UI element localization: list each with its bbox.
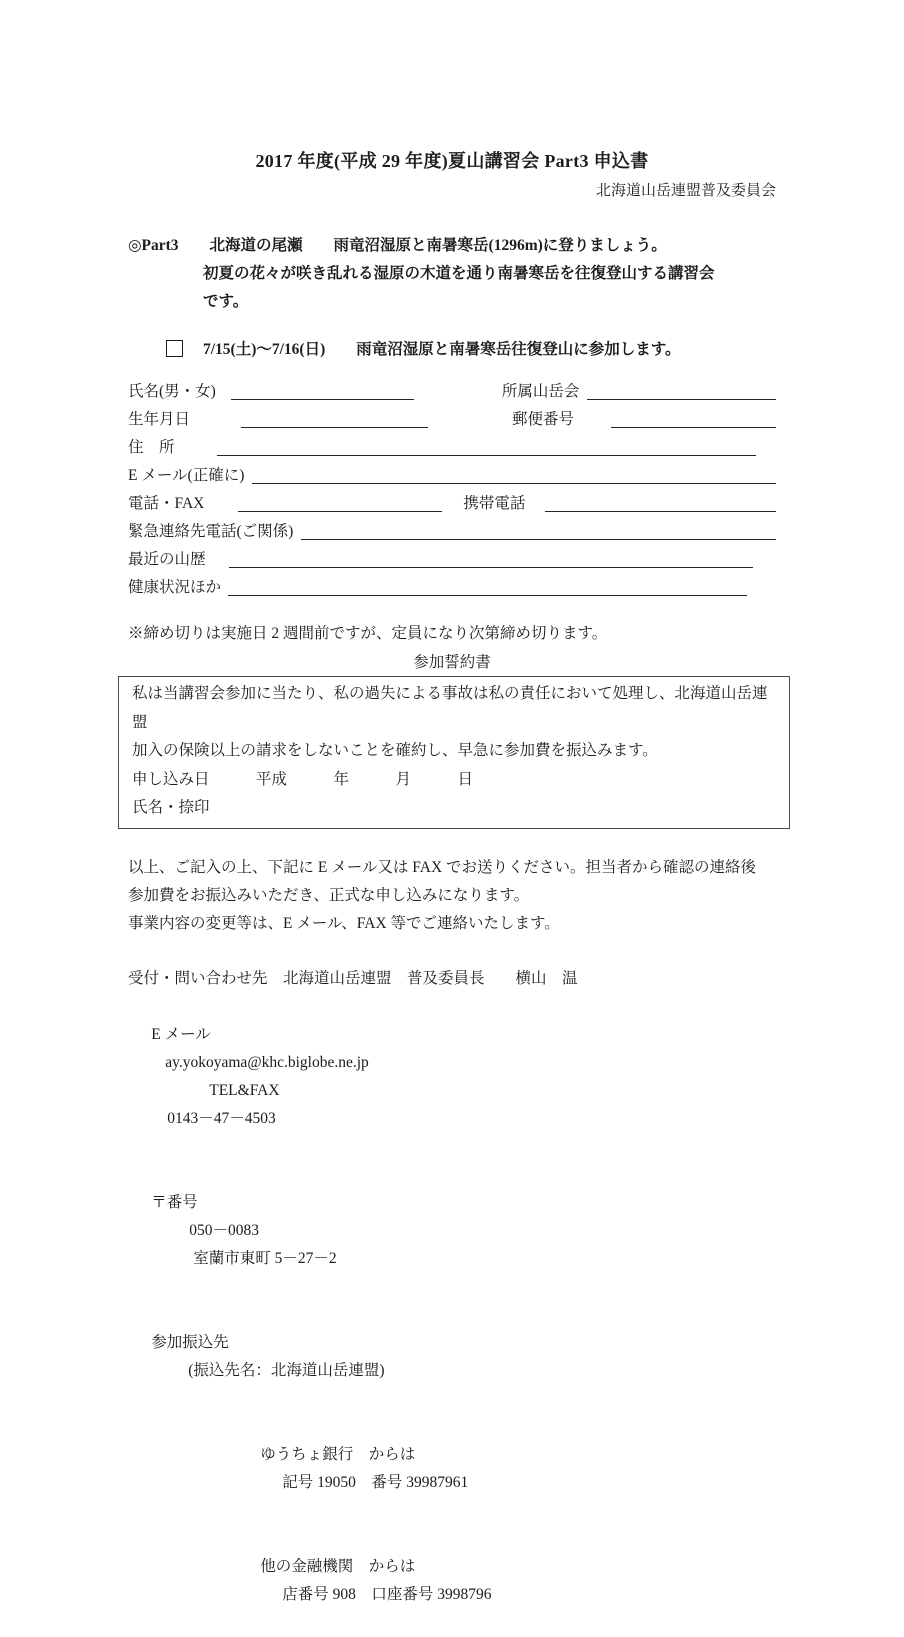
health-status-field-line[interactable] — [228, 595, 747, 596]
phone-fax-field-line[interactable] — [238, 511, 442, 512]
bank-line-other — [128, 1525, 776, 1637]
participation-label: 7/15(土)～7/16(日) 雨竜沼湿原と南暑寒岳往復登山に参加します。 — [203, 341, 681, 358]
deadline-note: ※締め切りは実施日 2 週間前ですが、定員になり次第締め切ります。 — [128, 625, 608, 642]
mobile-label: 携帯電話 — [463, 495, 526, 512]
applicant-form — [128, 376, 776, 600]
name-label: 氏名(男・女) — [128, 383, 216, 400]
participation-checkbox[interactable] — [166, 340, 183, 357]
reception-contact-line: 受付・問い合わせ先 北海道山岳連盟 普及委員長 横山 温 — [128, 969, 578, 987]
application-form-page — [128, 0, 776, 1637]
address-label: 住 所 — [128, 439, 175, 456]
course-description-line2: です。 — [203, 293, 249, 310]
climbing-history-field-line[interactable] — [229, 567, 753, 568]
climbing-history-label: 最近の山歴 — [128, 551, 206, 568]
page-title: 2017 年度(平成 29 年度)夏山講習会 Part3 申込書 — [255, 151, 649, 171]
instructions-line2: 参加費をお振込みいただき、正式な申し込みになります。 — [128, 886, 530, 904]
telfax-label: TEL&FAX — [209, 1081, 280, 1099]
bank2-numbers: 店番号 908 口座番号 3998796 — [282, 1585, 492, 1603]
phone-fax-label: 電話・FAX — [128, 495, 205, 512]
instructions-line1: 以上、ご記入の上、下記に E メール又は FAX でお送りください。担当者から確認の連絡後 — [128, 858, 757, 876]
contact-postal-code: 050－0083 — [189, 1221, 260, 1239]
form-row-email — [128, 460, 776, 488]
emergency-contact-field-line[interactable] — [301, 539, 776, 540]
course-intro — [128, 232, 776, 316]
form-row-address — [128, 432, 776, 460]
emergency-contact-label: 緊急連絡先電話(ご関係) — [128, 523, 294, 540]
contact-address: 室蘭市東町 5－27－2 — [193, 1249, 337, 1267]
name-field-line[interactable] — [231, 399, 414, 400]
transfer-line — [128, 1301, 776, 1413]
email-field-line[interactable] — [252, 483, 776, 484]
contact-email-label: E メール — [151, 1025, 211, 1043]
health-status-label: 健康状況ほか — [128, 579, 222, 596]
affiliation-label: 所属山岳会 — [501, 383, 580, 400]
postal-code-label: 郵便番号 — [512, 411, 575, 428]
pledge-signature-line[interactable]: 氏名・捺印 — [132, 799, 210, 816]
mobile-field-line[interactable] — [545, 511, 776, 512]
bank-line-yucho — [128, 1413, 776, 1525]
submission-instructions — [128, 854, 776, 938]
contact-block — [128, 965, 776, 1637]
pledge-text-line2: 加入の保険以上の請求をしないことを確約し、早急に参加費を振込みます。 — [132, 742, 658, 759]
pledge-title: 参加誓約書 — [413, 654, 491, 671]
birthdate-field-line[interactable] — [241, 427, 428, 428]
transfer-label: 参加振込先 — [151, 1333, 229, 1351]
course-heading: ◎Part3 北海道の尾瀬 雨竜沼湿原と南暑寒岳(1296m)に登りましょう。 — [128, 237, 667, 254]
birthdate-label: 生年月日 — [128, 411, 191, 428]
form-row-emergency — [128, 516, 776, 544]
postal-mark-label: 〒番号 — [151, 1193, 198, 1211]
postal-code-field-line[interactable] — [611, 427, 776, 428]
form-row-health — [128, 572, 776, 600]
form-row-phone — [128, 488, 776, 516]
contact-email-address: ay.yokoyama@khc.biglobe.ne.jp — [165, 1053, 369, 1071]
email-label: E メール(正確に) — [128, 467, 245, 484]
bank1-name: ゆうちょ銀行 からは — [260, 1445, 416, 1463]
affiliation-field-line[interactable] — [587, 399, 776, 400]
participation-row — [128, 336, 776, 360]
form-row-name — [128, 376, 776, 404]
form-row-history — [128, 544, 776, 572]
pledge-box — [118, 676, 790, 829]
course-description-line1: 初夏の花々が咲き乱れる湿原の木道を通り南暑寒岳を往復登山する講習会 — [203, 265, 715, 282]
bank1-numbers: 記号 19050 番号 39987961 — [282, 1473, 469, 1491]
pledge-date-line[interactable]: 申し込み日 平成 年 月 日 — [132, 770, 474, 788]
telfax-number: 0143－47－4503 — [167, 1109, 276, 1127]
form-row-birthdate — [128, 404, 776, 432]
pledge-text-line1: 私は当講習会参加に当たり、私の過失による事故は私の責任において処理し、北海道山岳連盟 — [132, 685, 768, 731]
organization-name: 北海道山岳連盟普及委員会 — [595, 183, 776, 199]
instructions-line3: 事業内容の変更等は、E メール、FAX 等でご連絡いたします。 — [128, 914, 560, 932]
bank2-name: 他の金融機関 からは — [260, 1557, 416, 1575]
transfer-payee: (振込先名：北海道山岳連盟) — [188, 1361, 385, 1379]
contact-email-line — [128, 993, 776, 1161]
address-field-line[interactable] — [217, 455, 756, 456]
